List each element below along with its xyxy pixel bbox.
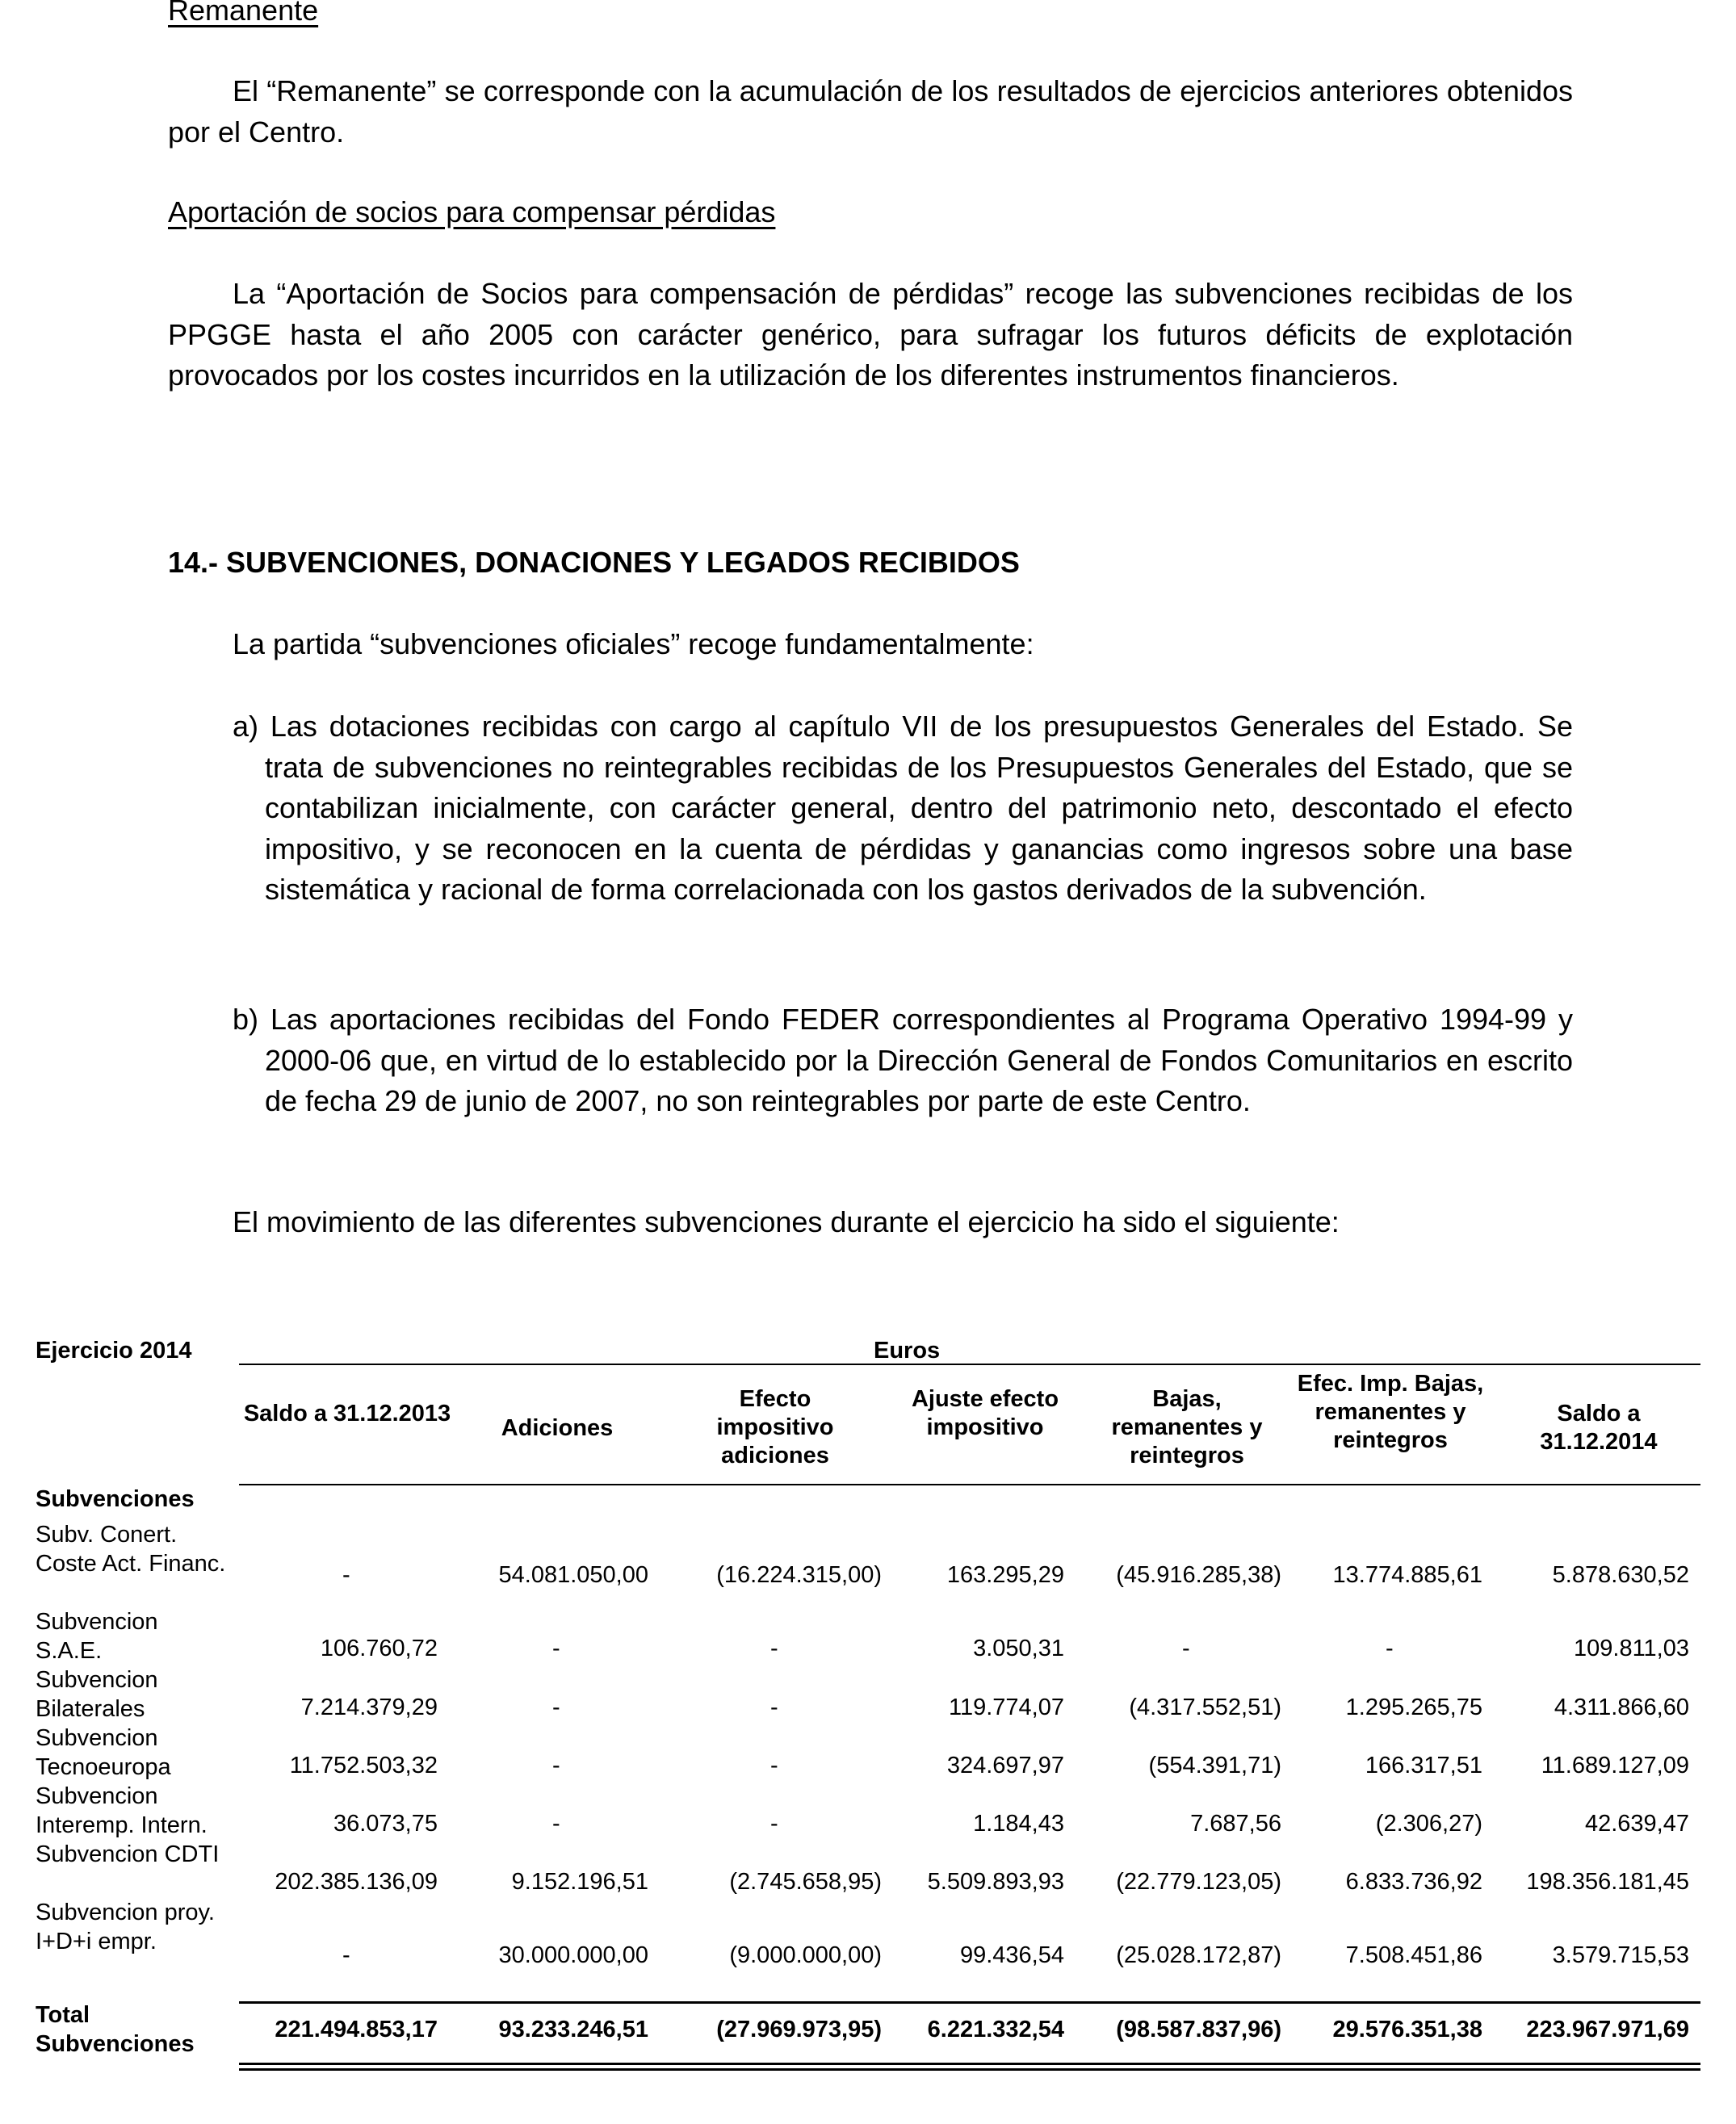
table-cell: -: [552, 1636, 560, 1661]
table-cell: 3.050,31: [973, 1636, 1064, 1661]
table-cell: 9.152.196,51: [511, 1869, 648, 1895]
table-cell: 54.081.050,00: [498, 1562, 648, 1588]
table-cell: 119.774,07: [949, 1695, 1064, 1720]
table-cell: 4.311.866,60: [1554, 1695, 1689, 1720]
row-label: Subvencion Tecnoeuropa: [36, 1725, 171, 1780]
item-b-label: b): [233, 1003, 259, 1036]
table-cell: 11.689.127,09: [1541, 1753, 1689, 1778]
table-cell: -: [342, 1562, 350, 1588]
table-cell: (45.916.285,38): [1116, 1562, 1281, 1588]
table-cell: 5.509.893,93: [927, 1869, 1064, 1895]
col-header-adiciones: Adiciones: [501, 1415, 614, 1441]
col-header-saldo-2014: Saldo a 31.12.2014: [1540, 1401, 1658, 1455]
year-label: Ejercicio 2014: [36, 1338, 192, 1364]
closing-sentence: El movimiento de las diferentes subvenciones durante el ejercicio ha sido el siguiente:: [233, 1205, 1340, 1238]
row-label: Subvencion Bilaterales: [36, 1667, 158, 1722]
table-cell: 1.184,43: [973, 1811, 1064, 1837]
remanente-paragraph: [168, 71, 1573, 153]
table-cell: 13.774.885,61: [1332, 1562, 1482, 1588]
total-cell: (98.587.837,96): [1116, 2017, 1281, 2042]
table-cell: 6.833.736,92: [1345, 1869, 1482, 1895]
table-cell: 36.073,75: [333, 1811, 438, 1837]
table-cell: (25.028.172,87): [1116, 1942, 1281, 1968]
table-cell: 3.579.715,53: [1552, 1942, 1689, 1968]
table-cell: 42.639,47: [1584, 1811, 1689, 1837]
table-cell: 1.295.265,75: [1345, 1695, 1482, 1720]
row-label: Subv. Conert. Coste Act. Financ.: [36, 1522, 226, 1577]
table-cell: -: [1386, 1636, 1394, 1661]
section-title: 14.- SUBVENCIONES, DONACIONES Y LEGADOS RECIBIDOS: [168, 546, 1020, 579]
table-cell: 106.760,72: [320, 1636, 438, 1661]
table-cell: 198.356.181,45: [1526, 1869, 1689, 1895]
table-cell: 166.317,51: [1365, 1753, 1482, 1778]
remanente-text: El “Remanente” se corresponde con la acumulación de los resultados de ejercicios anteriores obtenidos por el Centro.: [168, 74, 1573, 149]
table-cell: -: [342, 1942, 350, 1968]
table-cell: (16.224.315,00): [716, 1562, 882, 1588]
table-cell: -: [552, 1753, 560, 1778]
item-b-text: Las aportaciones recibidas del Fondo FEDER correspondientes al Programa Operativo 1994-99 y 2000-06 que, en virtud de lo establecido por la Dirección General de Fondos Comunitarios en escrito de fecha 29 de junio de 2007, no son reintegrables por parte de este Centro.: [265, 1003, 1573, 1117]
table-cell: -: [770, 1636, 778, 1661]
total-cell: 29.576.351,38: [1332, 2017, 1482, 2042]
total-cell: 223.967.971,69: [1526, 2017, 1689, 2042]
table-cell: -: [770, 1753, 778, 1778]
table-cell: -: [770, 1695, 778, 1720]
table-cell: 30.000.000,00: [498, 1942, 648, 1968]
total-row-label: Total Subvenciones: [36, 2002, 195, 2057]
col-header-bajas: Bajas, remanentes y reintegros: [1111, 1386, 1263, 1468]
table-cell: 7.508.451,86: [1345, 1942, 1482, 1968]
table-cell: -: [552, 1811, 560, 1837]
table-cell: 99.436,54: [959, 1942, 1064, 1968]
table-cell: 109.811,03: [1574, 1636, 1689, 1661]
table-cell: 7.214.379,29: [300, 1695, 438, 1720]
col-header-efec-imp-bajas: Efec. Imp. Bajas, remanentes y reintegros: [1297, 1371, 1484, 1453]
col-header-efecto-impositivo-adiciones: Efecto impositivo adiciones: [716, 1386, 834, 1468]
table-cell: (2.745.658,95): [729, 1869, 882, 1895]
table-cell: 11.752.503,32: [289, 1753, 438, 1778]
item-a: [233, 706, 1573, 911]
header-bottom-rule: [239, 1484, 1700, 1485]
row-label: Subvencion CDTI: [36, 1841, 220, 1867]
row-label: Subvencion S.A.E.: [36, 1609, 158, 1664]
table-cell: 5.878.630,52: [1552, 1562, 1689, 1588]
item-a-label: a): [233, 710, 259, 743]
table-cell: 202.385.136,09: [275, 1869, 438, 1895]
table-cell: (4.317.552,51): [1129, 1695, 1281, 1720]
item-b: [233, 999, 1573, 1122]
table-cell: 7.687,56: [1190, 1811, 1281, 1837]
table-cell: (2.306,27): [1375, 1811, 1482, 1837]
aportacion-text: La “Aportación de Socios para compensación de pérdidas” recoge las subvenciones recibidas de los PPGGE hasta el año 2005 con carácter genérico, para sufragar los futuros déficits de explotación provocados por los costes incurridos en la utilización de los diferentes instrumentos financieros.: [168, 277, 1573, 392]
header-top-rule: [239, 1364, 1700, 1365]
currency-label: Euros: [874, 1338, 941, 1364]
remanente-heading: Remanente: [168, 0, 319, 27]
row-label: Subvencion Interemp. Intern.: [36, 1783, 208, 1838]
group-label: Subvenciones: [36, 1486, 195, 1512]
total-cell: 221.494.853,17: [275, 2017, 438, 2042]
col-header-saldo-2013: Saldo a 31.12.2013: [243, 1401, 451, 1426]
col-header-ajuste-efecto: Ajuste efecto impositivo: [911, 1386, 1059, 1440]
total-cell: 6.221.332,54: [927, 2017, 1064, 2042]
table-cell: -: [1182, 1636, 1190, 1661]
table-cell: (554.391,71): [1148, 1753, 1281, 1778]
total-cell: 93.233.246,51: [498, 2017, 648, 2042]
total-cell: (27.969.973,95): [716, 2017, 882, 2042]
table-cell: -: [552, 1695, 560, 1720]
table-cell: (22.779.123,05): [1116, 1869, 1281, 1895]
table-cell: (9.000.000,00): [729, 1942, 882, 1968]
total-top-rule: [239, 2001, 1700, 2004]
row-label: Subvencion proy. I+D+i empr.: [36, 1900, 215, 1954]
table-cell: 163.295,29: [946, 1562, 1064, 1588]
section-intro: La partida “subvenciones oficiales” recoge fundamentalmente:: [233, 627, 1034, 660]
total-double-rule-2: [239, 2068, 1700, 2071]
aportacion-heading: Aportación de socios para compensar pérdidas: [168, 195, 776, 228]
total-double-rule-1: [239, 2063, 1700, 2065]
table-cell: -: [770, 1811, 778, 1837]
item-a-text: Las dotaciones recibidas con cargo al capítulo VII de los presupuestos Generales del Estado. Se trata de subvenciones no reintegrables recibidas de los Presupuestos Generales del Estado, que se contabilizan inicialmente, con carácter general, dentro del patrimonio neto, descontado el efecto impositivo, y se reconocen en la cuenta de pérdidas y ganancias como ingresos sobre una base sistemática y racional de forma correlacionada con los gastos derivados de la subvención.: [265, 710, 1573, 906]
aportacion-paragraph: [168, 274, 1573, 396]
table-cell: 324.697,97: [946, 1753, 1064, 1778]
